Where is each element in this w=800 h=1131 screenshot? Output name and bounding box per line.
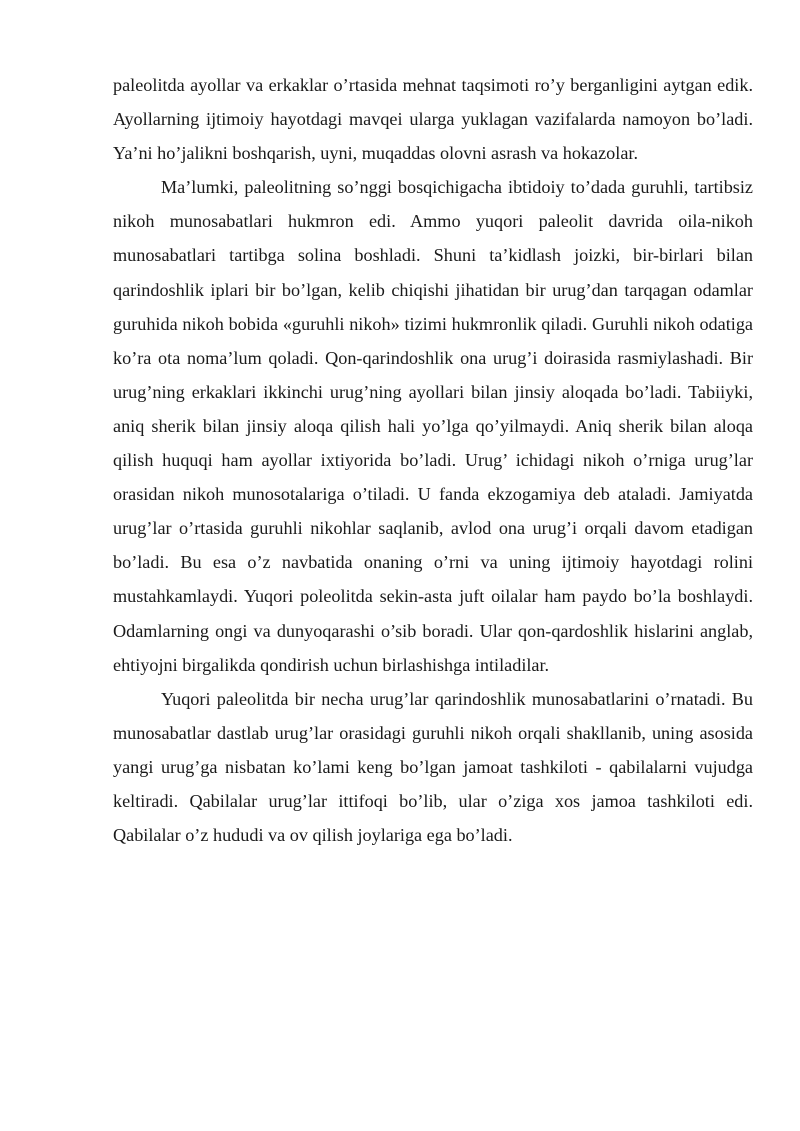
- paragraph-marriage-relations: Ma’lumki, paleolitning so’nggi bosqichigacha ibtidoiy to’dada guruhli, tartibsiz nikoh munosabatlari hukmron edi. Ammo yuqori paleolit davrida oila-nikoh munosabatlari tartibga solina boshladi. Shuni ta’kidlash joizki, bir-birlari bilan qarindoshlik iplari bir bo’lgan, kelib chiqishi jihatidan bir urug’dan tarqagan odamlar guruhida nikoh bobida «guruhli nikoh» tizimi hukmronlik qiladi. Guruhli nikoh odatiga ko’ra ota noma’lum qoladi. Qon-qarindoshlik ona urug’i doirasida rasmiylashadi. Bir urug’ning erkaklari ikkinchi urug’ning ayollari bilan jinsiy aloqada bo’ladi. Tabiiyki, aniq sherik bilan jinsiy aloqa qilish hali yo’lga qo’yilmaydi. Aniq sherik bilan aloqa qilish huquqi ham ayollar ixtiyorida bo’ladi. Urug’ ichidagi nikoh o’rniga urug’lar orasidan nikoh munosotalariga o’tiladi. U fanda ekzogamiya deb ataladi. Jamiyatda urug’lar o’rtasida guruhli nikohlar saqlanib, avlod ona urug’i orqali davom etadigan bo’ladi. Bu esa o’z navbatida onaning o’rni va uning ijtimoiy hayotdagi rolini mustahkamlaydi. Yuqori poleolitda sekin-asta juft oilalar ham paydo bo’la boshlaydi. Odamlarning ongi va dunyoqarashi o’sib boradi. Ular qon-qardoshlik hislarini anglab, ehtiyojni birgalikda qondirish uchun birlashishga intiladilar.: [113, 177, 753, 675]
- document-body: [113, 68, 753, 852]
- paragraph-continuation: paleolitda ayollar va erkaklar o’rtasida mehnat taqsimoti ro’y berganligini aytgan edik. Ayollarning ijtimoiy hayotdagi mavqei ularga yuklagan vazifalarda namoyon bo’ladi. Ya’ni ho’jalikni boshqarish, uyni, muqaddas olovni asrash va hokazolar.: [113, 75, 753, 164]
- paragraph-tribes: Yuqori paleolitda bir necha urug’lar qarindoshlik munosabatlarini o’rnatadi. Bu munosabatlar dastlab urug’lar orasidagi guruhli nikoh orqali shakllanib, uning asosida yangi urug’ga nisbatan ko’lami keng bo’lgan jamoat tashkiloti - qabilalarni vujudga keltiradi. Qabilalar urug’lar ittifoqi bo’lib, ular o’ziga xos jamoa tashkiloti edi. Qabilalar o’z hududi va ov qilish joylariga ega bo’ladi.: [113, 688, 753, 846]
